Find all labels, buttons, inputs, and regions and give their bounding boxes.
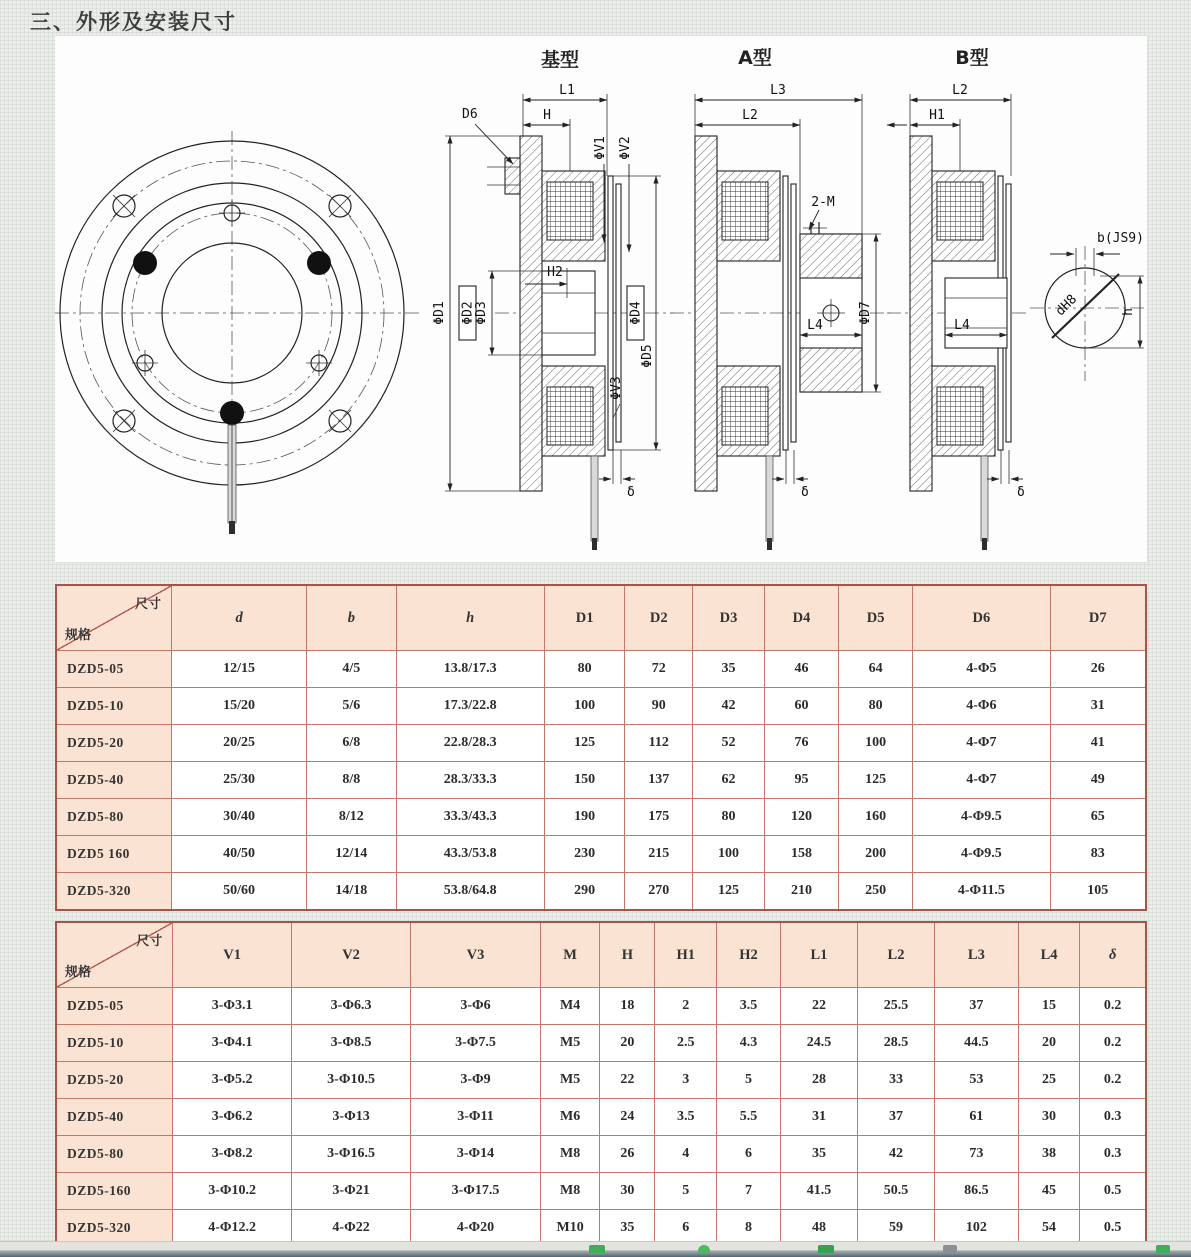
value-cell: 17.3/22.8	[396, 688, 544, 725]
corner-dim-label: 尺寸	[136, 933, 163, 948]
value-cell: 60	[764, 688, 838, 725]
value-cell: 5	[655, 1173, 717, 1210]
keyway-detail	[1030, 231, 1145, 381]
column-header: L1	[780, 922, 857, 988]
taskbar-app-icon-1[interactable]	[589, 1245, 605, 1253]
column-header: D6	[913, 585, 1050, 651]
value-cell: 22.8/28.3	[396, 725, 544, 762]
corner-spec-label: 规格	[65, 627, 92, 642]
value-cell: 4-Φ9.5	[913, 799, 1050, 836]
value-cell: 31	[780, 1099, 857, 1136]
value-cell: 22	[780, 988, 857, 1025]
value-cell: 3-Φ16.5	[292, 1136, 411, 1173]
value-cell: 25/30	[172, 762, 307, 799]
value-cell: 0.3	[1080, 1136, 1146, 1173]
value-cell: 35	[600, 1210, 655, 1247]
value-cell: 100	[693, 836, 765, 873]
value-cell: 200	[839, 836, 913, 873]
value-cell: 3.5	[655, 1099, 717, 1136]
corner-dim-label: 尺寸	[135, 596, 162, 611]
value-cell: 65	[1050, 799, 1146, 836]
value-cell: 3-Φ9	[411, 1062, 541, 1099]
value-cell: 8	[717, 1210, 781, 1247]
value-cell: 26	[600, 1136, 655, 1173]
value-cell: 44.5	[935, 1025, 1019, 1062]
value-cell: 80	[839, 688, 913, 725]
page-title: 三、外形及安装尺寸	[30, 11, 237, 34]
dim-label-d7: ΦD7	[858, 301, 873, 325]
value-cell: M4	[540, 988, 599, 1025]
model-label: DZD5 160	[56, 836, 172, 873]
value-cell: 112	[625, 725, 693, 762]
column-header: V2	[292, 922, 411, 988]
model-label: DZD5-80	[56, 1136, 173, 1173]
value-cell: 35	[693, 651, 765, 688]
dimension-table-2	[55, 921, 1147, 1248]
table-row	[56, 1136, 1146, 1173]
table-row	[56, 688, 1146, 725]
value-cell: 125	[839, 762, 913, 799]
drawing-svg	[55, 36, 1147, 562]
value-cell: 4-Φ22	[292, 1210, 411, 1247]
column-header: M	[540, 922, 599, 988]
column-header: b	[307, 585, 396, 651]
value-cell: 35	[780, 1136, 857, 1173]
model-label: DZD5-160	[56, 1173, 173, 1210]
value-cell: 3-Φ8.2	[173, 1136, 292, 1173]
dim-label-delta-base: δ	[627, 485, 635, 500]
value-cell: 76	[764, 725, 838, 762]
table-row	[56, 651, 1146, 688]
dim-label-delta-b: δ	[1017, 485, 1025, 500]
taskbar-app-icon-5[interactable]	[1156, 1245, 1170, 1253]
lead-wire	[228, 425, 236, 534]
dim-label-v2: ΦV2	[618, 136, 633, 160]
value-cell: 48	[780, 1210, 857, 1247]
value-cell: 250	[839, 873, 913, 910]
value-cell: 42	[857, 1136, 934, 1173]
model-label: DZD5-20	[56, 725, 172, 762]
column-header: H1	[655, 922, 717, 988]
value-cell: M8	[540, 1136, 599, 1173]
dim-label-d6: D6	[462, 107, 478, 122]
value-cell: 61	[935, 1099, 1019, 1136]
value-cell: 14/18	[307, 873, 396, 910]
value-cell: 37	[935, 988, 1019, 1025]
value-cell: 80	[693, 799, 765, 836]
value-cell: 42	[693, 688, 765, 725]
value-cell: 3-Φ10.2	[173, 1173, 292, 1210]
value-cell: 24	[600, 1099, 655, 1136]
dim-label-delta-a: δ	[801, 485, 809, 500]
value-cell: 18	[600, 988, 655, 1025]
value-cell: 72	[625, 651, 693, 688]
value-cell: 90	[625, 688, 693, 725]
dim-label-d2: ΦD2	[460, 301, 476, 325]
value-cell: 105	[1050, 873, 1146, 910]
value-cell: 4-Φ6	[913, 688, 1050, 725]
table-row	[56, 1062, 1146, 1099]
value-cell: 0.2	[1080, 1062, 1146, 1099]
dim-label-l1: L1	[559, 83, 575, 98]
value-cell: 83	[1050, 836, 1146, 873]
column-header: D4	[764, 585, 838, 651]
value-cell: 3	[655, 1062, 717, 1099]
b-type-title: B型	[955, 47, 989, 69]
value-cell: 3-Φ11	[411, 1099, 541, 1136]
dim-label-l4-b: L4	[954, 318, 970, 333]
table-row	[56, 799, 1146, 836]
model-label: DZD5-05	[56, 651, 172, 688]
model-label: DZD5-320	[56, 873, 172, 910]
value-cell: 20	[600, 1025, 655, 1062]
b-type-section	[887, 46, 1030, 550]
model-label: DZD5-40	[56, 1099, 173, 1136]
value-cell: 6	[717, 1136, 781, 1173]
value-cell: 52	[693, 725, 765, 762]
value-cell: 4-Φ9.5	[913, 836, 1050, 873]
value-cell: 62	[693, 762, 765, 799]
value-cell: M5	[540, 1062, 599, 1099]
column-header: h	[396, 585, 544, 651]
column-header: V1	[173, 922, 292, 988]
value-cell: 41.5	[780, 1173, 857, 1210]
value-cell: 0.5	[1080, 1173, 1146, 1210]
model-label: DZD5-10	[56, 1025, 173, 1062]
table-corner-cell	[56, 585, 172, 651]
dim-label-l3: L3	[770, 83, 786, 98]
value-cell: 215	[625, 836, 693, 873]
value-cell: 25	[1018, 1062, 1080, 1099]
value-cell: 38	[1018, 1136, 1080, 1173]
value-cell: 4-Φ11.5	[913, 873, 1050, 910]
value-cell: 13.8/17.3	[396, 651, 544, 688]
value-cell: 3-Φ8.5	[292, 1025, 411, 1062]
value-cell: 46	[764, 651, 838, 688]
dim-label-2m: 2-M	[811, 195, 835, 210]
column-header: L3	[935, 922, 1019, 988]
table-row	[56, 762, 1146, 799]
dim-label-dh8: dH8	[1052, 291, 1081, 320]
value-cell: 4-Φ7	[913, 725, 1050, 762]
value-cell: 49	[1050, 762, 1146, 799]
value-cell: 26	[1050, 651, 1146, 688]
value-cell: M10	[540, 1210, 599, 1247]
column-header: δ	[1080, 922, 1146, 988]
value-cell: 3-Φ21	[292, 1173, 411, 1210]
value-cell: 150	[544, 762, 625, 799]
a-type-title: A型	[738, 47, 772, 69]
value-cell: 12/15	[172, 651, 307, 688]
value-cell: 86.5	[935, 1173, 1019, 1210]
value-cell: M8	[540, 1173, 599, 1210]
table-row	[56, 1173, 1146, 1210]
value-cell: 158	[764, 836, 838, 873]
value-cell: 50.5	[857, 1173, 934, 1210]
dim-label-v3: ΦV3	[609, 376, 624, 400]
value-cell: 4-Φ20	[411, 1210, 541, 1247]
base-type-title: 基型	[540, 49, 580, 71]
value-cell: 3-Φ6.2	[173, 1099, 292, 1136]
value-cell: 0.2	[1080, 988, 1146, 1025]
value-cell: 3.5	[717, 988, 781, 1025]
taskbar-app-icon-2[interactable]	[698, 1245, 710, 1253]
column-header: D2	[625, 585, 693, 651]
value-cell: 3-Φ13	[292, 1099, 411, 1136]
value-cell: 3-Φ17.5	[411, 1173, 541, 1210]
value-cell: 5	[717, 1062, 781, 1099]
value-cell: 54	[1018, 1210, 1080, 1247]
value-cell: 125	[693, 873, 765, 910]
dim-label-h2: H2	[547, 265, 563, 280]
value-cell: 270	[625, 873, 693, 910]
technical-drawing	[55, 36, 1147, 562]
value-cell: 4	[655, 1136, 717, 1173]
value-cell: 28	[780, 1062, 857, 1099]
value-cell: 22	[600, 1062, 655, 1099]
value-cell: 5.5	[717, 1099, 781, 1136]
value-cell: 4/5	[307, 651, 396, 688]
value-cell: 28.5	[857, 1025, 934, 1062]
value-cell: M6	[540, 1099, 599, 1136]
value-cell: 43.3/53.8	[396, 836, 544, 873]
value-cell: 3-Φ3.1	[173, 988, 292, 1025]
taskbar-app-icon-4[interactable]	[943, 1245, 957, 1253]
value-cell: 3-Φ10.5	[292, 1062, 411, 1099]
value-cell: 73	[935, 1136, 1019, 1173]
base-type-section	[432, 48, 675, 550]
value-cell: 64	[839, 651, 913, 688]
value-cell: 137	[625, 762, 693, 799]
model-label: DZD5-20	[56, 1062, 173, 1099]
value-cell: 290	[544, 873, 625, 910]
value-cell: 12/14	[307, 836, 396, 873]
value-cell: M5	[540, 1025, 599, 1062]
value-cell: 31	[1050, 688, 1146, 725]
value-cell: 160	[839, 799, 913, 836]
value-cell: 7	[717, 1173, 781, 1210]
value-cell: 3-Φ7.5	[411, 1025, 541, 1062]
dim-label-d1: ΦD1	[432, 301, 447, 325]
table-row	[56, 873, 1146, 910]
column-header: D3	[693, 585, 765, 651]
taskbar-app-icon-3[interactable]	[818, 1245, 834, 1253]
model-label: DZD5-40	[56, 762, 172, 799]
value-cell: 33.3/43.3	[396, 799, 544, 836]
value-cell: 15	[1018, 988, 1080, 1025]
dim-label-h-key: h	[1121, 308, 1136, 316]
table-row	[56, 836, 1146, 873]
column-header: d	[172, 585, 307, 651]
dim-label-l2-a: L2	[742, 108, 758, 123]
value-cell: 8/8	[307, 762, 396, 799]
value-cell: 6	[655, 1210, 717, 1247]
value-cell: 45	[1018, 1173, 1080, 1210]
value-cell: 25.5	[857, 988, 934, 1025]
front-view	[55, 131, 423, 534]
value-cell: 100	[544, 688, 625, 725]
column-header: V3	[411, 922, 541, 988]
dim-label-h1: H1	[929, 108, 945, 123]
dimension-table-1	[55, 584, 1147, 911]
value-cell: 102	[935, 1210, 1019, 1247]
column-header: L2	[857, 922, 934, 988]
value-cell: 30/40	[172, 799, 307, 836]
value-cell: 50/60	[172, 873, 307, 910]
value-cell: 3-Φ14	[411, 1136, 541, 1173]
table-row	[56, 988, 1146, 1025]
value-cell: 175	[625, 799, 693, 836]
value-cell: 125	[544, 725, 625, 762]
column-header: D7	[1050, 585, 1146, 651]
value-cell: 59	[857, 1210, 934, 1247]
value-cell: 8/12	[307, 799, 396, 836]
dim-label-l2-b: L2	[952, 83, 968, 98]
value-cell: 100	[839, 725, 913, 762]
model-label: DZD5-320	[56, 1210, 173, 1247]
dim-label-d3: ΦD3	[474, 301, 489, 325]
value-cell: 0.2	[1080, 1025, 1146, 1062]
value-cell: 210	[764, 873, 838, 910]
value-cell: 0.5	[1080, 1210, 1146, 1247]
column-header: H2	[717, 922, 781, 988]
value-cell: 2	[655, 988, 717, 1025]
table-row	[56, 1099, 1146, 1136]
table-corner-cell	[56, 922, 173, 988]
value-cell: 5/6	[307, 688, 396, 725]
value-cell: 3-Φ5.2	[173, 1062, 292, 1099]
value-cell: 20/25	[172, 725, 307, 762]
column-header: D5	[839, 585, 913, 651]
dim-label-h: H	[543, 108, 551, 123]
value-cell: 3-Φ6.3	[292, 988, 411, 1025]
value-cell: 37	[857, 1099, 934, 1136]
model-label: DZD5-05	[56, 988, 173, 1025]
value-cell: 0.3	[1080, 1099, 1146, 1136]
value-cell: 28.3/33.3	[396, 762, 544, 799]
value-cell: 6/8	[307, 725, 396, 762]
dim-label-v1: ΦV1	[593, 136, 608, 160]
value-cell: 4.3	[717, 1025, 781, 1062]
value-cell: 4-Φ5	[913, 651, 1050, 688]
value-cell: 53	[935, 1062, 1019, 1099]
value-cell: 53.8/64.8	[396, 873, 544, 910]
value-cell: 80	[544, 651, 625, 688]
dim-label-b-js9: b(JS9)	[1097, 231, 1144, 246]
value-cell: 3-Φ4.1	[173, 1025, 292, 1062]
value-cell: 2.5	[655, 1025, 717, 1062]
value-cell: 120	[764, 799, 838, 836]
value-cell: 30	[600, 1173, 655, 1210]
value-cell: 190	[544, 799, 625, 836]
a-type-section	[670, 46, 895, 550]
value-cell: 33	[857, 1062, 934, 1099]
value-cell: 4-Φ7	[913, 762, 1050, 799]
value-cell: 3-Φ6	[411, 988, 541, 1025]
value-cell: 230	[544, 836, 625, 873]
model-label: DZD5-80	[56, 799, 172, 836]
column-header: H	[600, 922, 655, 988]
value-cell: 41	[1050, 725, 1146, 762]
column-header: D1	[544, 585, 625, 651]
value-cell: 24.5	[780, 1025, 857, 1062]
column-header: L4	[1018, 922, 1080, 988]
value-cell: 30	[1018, 1099, 1080, 1136]
value-cell: 40/50	[172, 836, 307, 873]
dim-label-d5: ΦD5	[640, 344, 655, 368]
value-cell: 4-Φ12.2	[173, 1210, 292, 1247]
value-cell: 95	[764, 762, 838, 799]
dim-label-l4-a: L4	[807, 318, 823, 333]
corner-spec-label: 规格	[65, 964, 92, 979]
model-label: DZD5-10	[56, 688, 172, 725]
dim-label-d4: ΦD4	[628, 301, 644, 325]
value-cell: 15/20	[172, 688, 307, 725]
table-row	[56, 1025, 1146, 1062]
value-cell: 20	[1018, 1025, 1080, 1062]
table-row	[56, 725, 1146, 762]
